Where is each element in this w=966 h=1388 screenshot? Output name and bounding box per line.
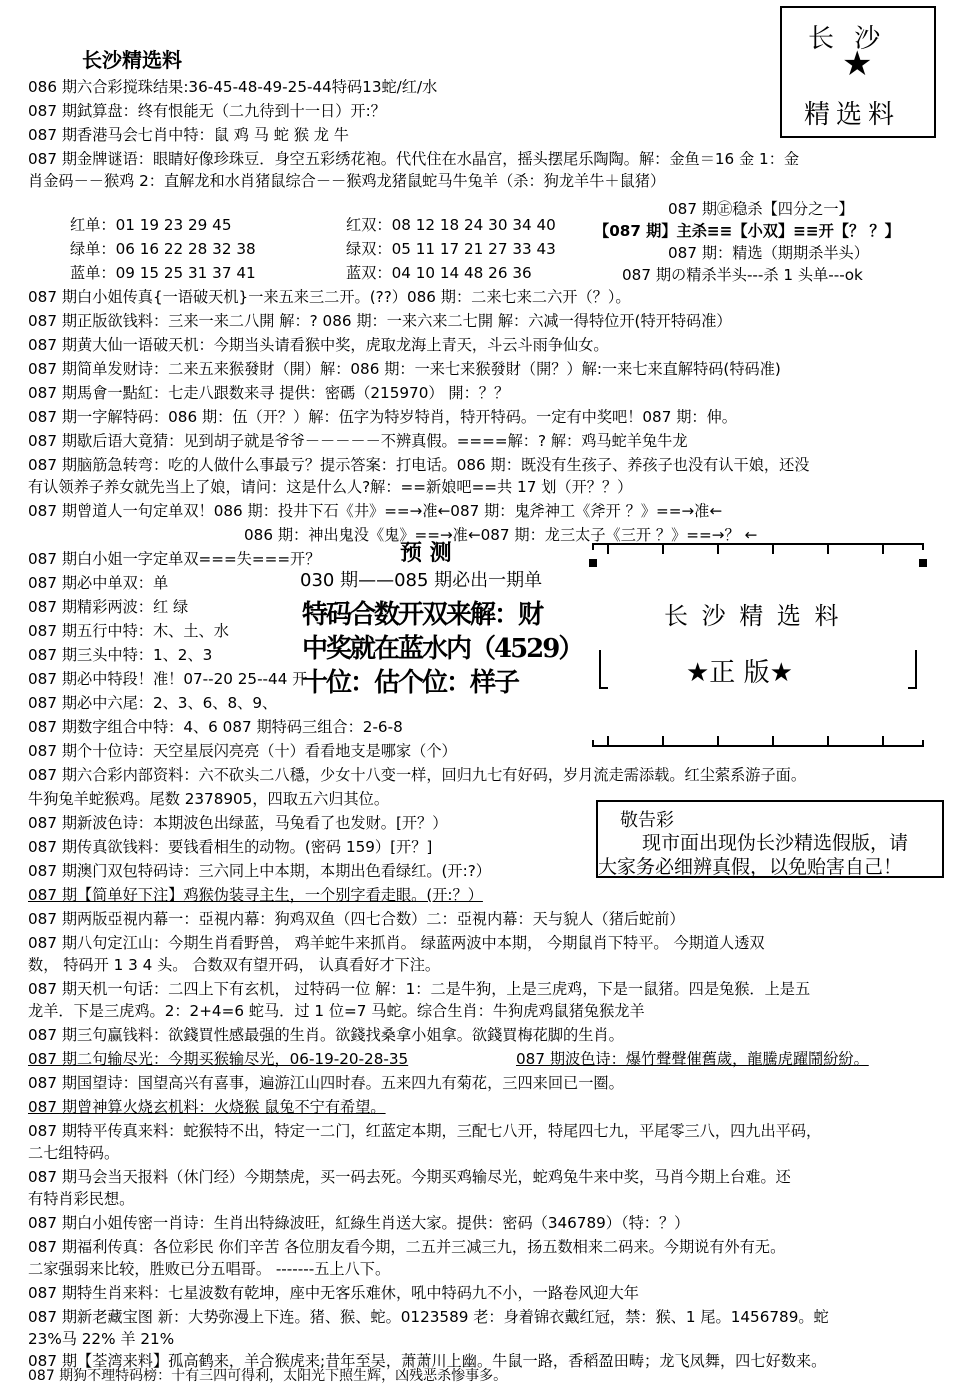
frame-edition: ★正 版★ <box>686 658 793 688</box>
text-line: 087 期鉽算盘：终有恨能无（二九待到十一日）开:？ <box>28 102 386 120</box>
blue-double: 蓝双：04 10 14 48 26 36 <box>346 264 532 282</box>
text-line: 有认领养子养女就先当上了娘，请问：这是什么人?解：==新娘吧==共 17 划（开？？） <box>28 478 633 496</box>
text-line: 087 期白小姐一字定单双===失===开？ <box>28 550 321 568</box>
text-line: 肖金码－－猴鸡 2：直解龙和水肖猪鼠综合－－猴鸡龙猪鼠蛇马牛兔羊（杀：狗龙羊牛＋鼠猪） <box>28 172 666 190</box>
text-line: 087 期特生肖来料：七星波数有乾坤，座中无客乐难休，吼中特码九不小，一路卷风迎大年 <box>28 1284 639 1302</box>
notice-box <box>596 800 944 878</box>
text-line: 087 期精彩两波：红 绿 <box>28 598 189 616</box>
prediction-line: 十位：估个位：样子 <box>302 668 519 698</box>
stamp-top: 长 沙 <box>808 24 887 54</box>
text-line: 087 期狗不理特码榜：十有三四可得利，太阳光下照生辉，凶残恶杀惨事多。 <box>28 1368 508 1384</box>
prediction-sub: 030 期——085 期必出一期单 <box>300 570 543 591</box>
prediction-title: 预 测 <box>400 541 452 566</box>
text-line: 087 期必中单双：单 <box>28 574 169 592</box>
right-note: 087 期㊣稳杀【四分之一】 <box>668 200 854 218</box>
text-line: 23%马 22% 羊 21% <box>28 1330 175 1348</box>
text-line: 087 期白小姐传真{一语破天机}一来五来三二开。(??）086 期：二来七来二六开（？）。 <box>28 288 631 306</box>
red-single: 红单：01 19 23 29 45 <box>70 216 232 234</box>
text-line: 087 期必中六尾：2、3、6、8、9、 <box>28 694 278 712</box>
text-line: 087 期五行中特：木、土、水 <box>28 622 229 640</box>
text-line: 087 期歇后语大竟猜：见到胡子就是爷爷－－－－－不辨真假。====解：? 解：鸡马蛇羊兔牛龙 <box>28 432 688 450</box>
notice-heading: 敬告彩 <box>620 810 674 831</box>
text-line: 087 期白小姐传密一肖诗：生肖出特綠波旺，紅綠生肖送大家。提供：密码（346789）（特：？） <box>28 1214 690 1232</box>
text-line: 087 期【荃湾来料】孤高鹤来，羊合猴虎来;昔年至吴，萧萧川上幽。牛鼠一路，香稻盈田畴；龙飞凤舞，四七好数来。 <box>28 1352 827 1370</box>
text-line: 087 期三头中特：1、2、3 <box>28 646 213 664</box>
text-line: 087 期马会当天报料（休门经）今期禁虎，买一码去死。今期买鸡输尽光，蛇鸡兔牛来中奖，马肖今期上台难。还 <box>28 1168 791 1186</box>
brand-stamp <box>780 6 936 138</box>
text-line: 087 期二句输尽光：今期买猴输尽光，06-19-20-28-35 <box>28 1050 409 1068</box>
text-line: 087 期波色诗：爆竹聲聲催舊歲，龍騰虎躍鬧紛紛。 <box>516 1050 869 1068</box>
text-line: 087 期简单发财诗：二来五来猴發財（開）解：086 期：一来七来猴發財（開？）解:一来七来直解特码(特码准) <box>28 360 781 378</box>
text-line: 087 期【简单好下注】鸡猴伪装寻主生，一个别字看走眼。(开:？） <box>28 886 483 904</box>
right-note: 087 期：精选（期期杀半头） <box>668 244 869 262</box>
star-icon: ★ <box>842 44 873 84</box>
text-line: 087 期澳门双包特码诗：三六同上中本期，本期出色看绿红。(开:?） <box>28 862 491 880</box>
text-line: 二七组特码。 <box>28 1144 120 1162</box>
text-line: 087 期数字组合中特：4、6 087 期特码三组合：2-6-8 <box>28 718 403 736</box>
text-line: 087 期特平传真来料：蛇猴特不出，特定一二门，红蓝定本期，三配七八开，特尾四七九，平尾零三八，四九出平码， <box>28 1122 822 1140</box>
text-line: 087 期黄大仙一语破天机：今期当头请看猴中奖，虎取龙海上青天，斗云斗雨争仙女。 <box>28 336 609 354</box>
red-double: 红双：08 12 18 24 30 34 40 <box>346 216 556 234</box>
prediction-line: 中奖就在蓝水内（4529） <box>302 634 583 664</box>
text-line: 087 期曾神算火烧玄机料：火烧猴 鼠兔不宁有希望。 <box>28 1098 386 1116</box>
blue-single: 蓝单：09 15 25 31 37 41 <box>70 264 256 282</box>
text-line: 086 期六合彩搅珠结果:36-45-48-49-25-44特码13蛇/红/水 <box>28 78 438 96</box>
prediction-line: 特码合数开双来解：财 <box>302 600 543 630</box>
green-double: 绿双：05 11 17 21 27 33 43 <box>346 240 556 258</box>
text-line: 087 期八句定江山：今期生肖看野兽， 鸡羊蛇牛来抓肖。 绿蓝两波中本期， 今期鼠肖下特平。 今期道人透双 <box>28 934 765 952</box>
stamp-bottom: 精选料 <box>804 100 901 130</box>
text-line: 龙羊．下是三虎鸡。2：2+4=6 蛇马．过 1 位=7 马蛇。综合生肖：牛狗虎鸡鼠猪兔猴龙羊 <box>28 1002 645 1020</box>
text-line: 087 期两版亞視内幕一：亞視内幕：狗鸡双鱼（四七合数）二：亞視内幕：天与貌人（猪后蛇前） <box>28 910 685 928</box>
text-line: 087 期国望诗：国望高兴有喜事，遍游江山四时春。五来四九有菊花，三四来回已一圈。 <box>28 1074 624 1092</box>
green-single: 绿单：06 16 22 28 32 38 <box>70 240 256 258</box>
text-line: 087 期三句赢钱料：欲錢買性感最强的生肖。欲錢找桑拿小姐拿。欲錢買梅花脚的生肖。 <box>28 1026 624 1044</box>
text-line: 087 期金牌谜语：眼睛好像珍珠豆．身空五彩绣花袍。代代住在水晶宫，摇头摆尾乐陶陶。解：金鱼＝16 金 1：金 <box>28 150 800 168</box>
frame-border <box>588 540 928 750</box>
text-line: 087 期必中特段！准！07--20 25--44 开 <box>28 670 308 688</box>
text-line: 087 期新波色诗：本期波色出绿蓝，马兔看了也发财。[开？） <box>28 814 448 832</box>
text-line: 087 期曾道人一句定单双！086 期：投井下石《井》==→准←087 期：鬼斧神工《斧开 ？》==→准← <box>28 502 723 520</box>
frame-title: 长 沙 精 选 料 <box>664 602 842 630</box>
right-note: 087 期の精杀半头---杀 1 头单---ok <box>622 266 863 284</box>
text-line: 087 期个十位诗：天空星辰闪亮亮（十）看看地支是哪家（个） <box>28 742 457 760</box>
text-line: 087 期天机一句话：二四上下有玄机， 过特码一位 解：1：二是牛狗，上是三虎鸡，下是一鼠猪。四是兔猴．上是五 <box>28 980 811 998</box>
text-line: 087 期香港马会七肖中特：鼠 鸡 马 蛇 猴 龙 牛 <box>28 126 349 144</box>
text-line: 数， 特码开 1 3 4 头。 合数双有望开码， 认真看好才下注。 <box>28 956 441 974</box>
right-note: 【087 期】主杀≡≡【小双】≡≡开【？ ？】 <box>594 222 900 240</box>
text-line: 087 期一字解特码：086 期：伍（开？）解：伍字为特岁特肖，特开特码。一定有中奖吧！087 期：伸。 <box>28 408 737 426</box>
text-line: 087 期新老藏宝图 新：大势弥漫上下连。猪、猴、蛇。0123589 老：身着锦衣戴红冠，禁：猴、1 尾。1456789。蛇 <box>28 1308 829 1326</box>
notice-body: 现市面出现伪长沙精选假版，请 <box>642 832 909 854</box>
text-line: 087 期六合彩内部资料：六不砍头二八穩，少女十八变一样，回归九七有好码，岁月流走需添载。红尘萦系游子面。 <box>28 766 807 784</box>
text-line: 有特肖彩民想。 <box>28 1190 135 1208</box>
text-line: 087 期正版欲钱料：三来一来二八開 解：? 086 期：一来六来二七開 解：六减一得特位开(特开特码准） <box>28 312 732 330</box>
page-title: 长沙精选料 <box>82 48 182 72</box>
text-line: 牛狗兔羊蛇猴鸡。尾数 2378905，四取五六归其位。 <box>28 790 390 808</box>
notice-body: 大家务必细辨真假，以免贻害自己！ <box>598 856 903 878</box>
text-line: 二家强弱来比较，胜败已分五唱哥。 -------五上八下。 <box>28 1260 391 1278</box>
text-line: 087 期馬會一點紅：七走八跟数来寻 提供：密碼（215970） 開：？？ <box>28 384 510 402</box>
text-line: 087 期传真欲钱料：要钱看相生的动物。(密码 159）[开？] <box>28 838 433 856</box>
text-line: 087 期脑筋急转弯：吃的人做什么事最亏？提示答案：打电话。086 期：既没有生孩子、养孩子也没有认干娘，还没 <box>28 456 810 474</box>
text-line: 087 期福利传真：各位彩民 你们辛苦 各位朋友看今期，二五并三减三九，扬五数相来二码来。今期说有外有无。 <box>28 1238 786 1256</box>
text-line: 086 期：神出鬼没《鬼》==→准←087 期：龙三太子《三开 ？》==→？ ← <box>244 526 758 544</box>
